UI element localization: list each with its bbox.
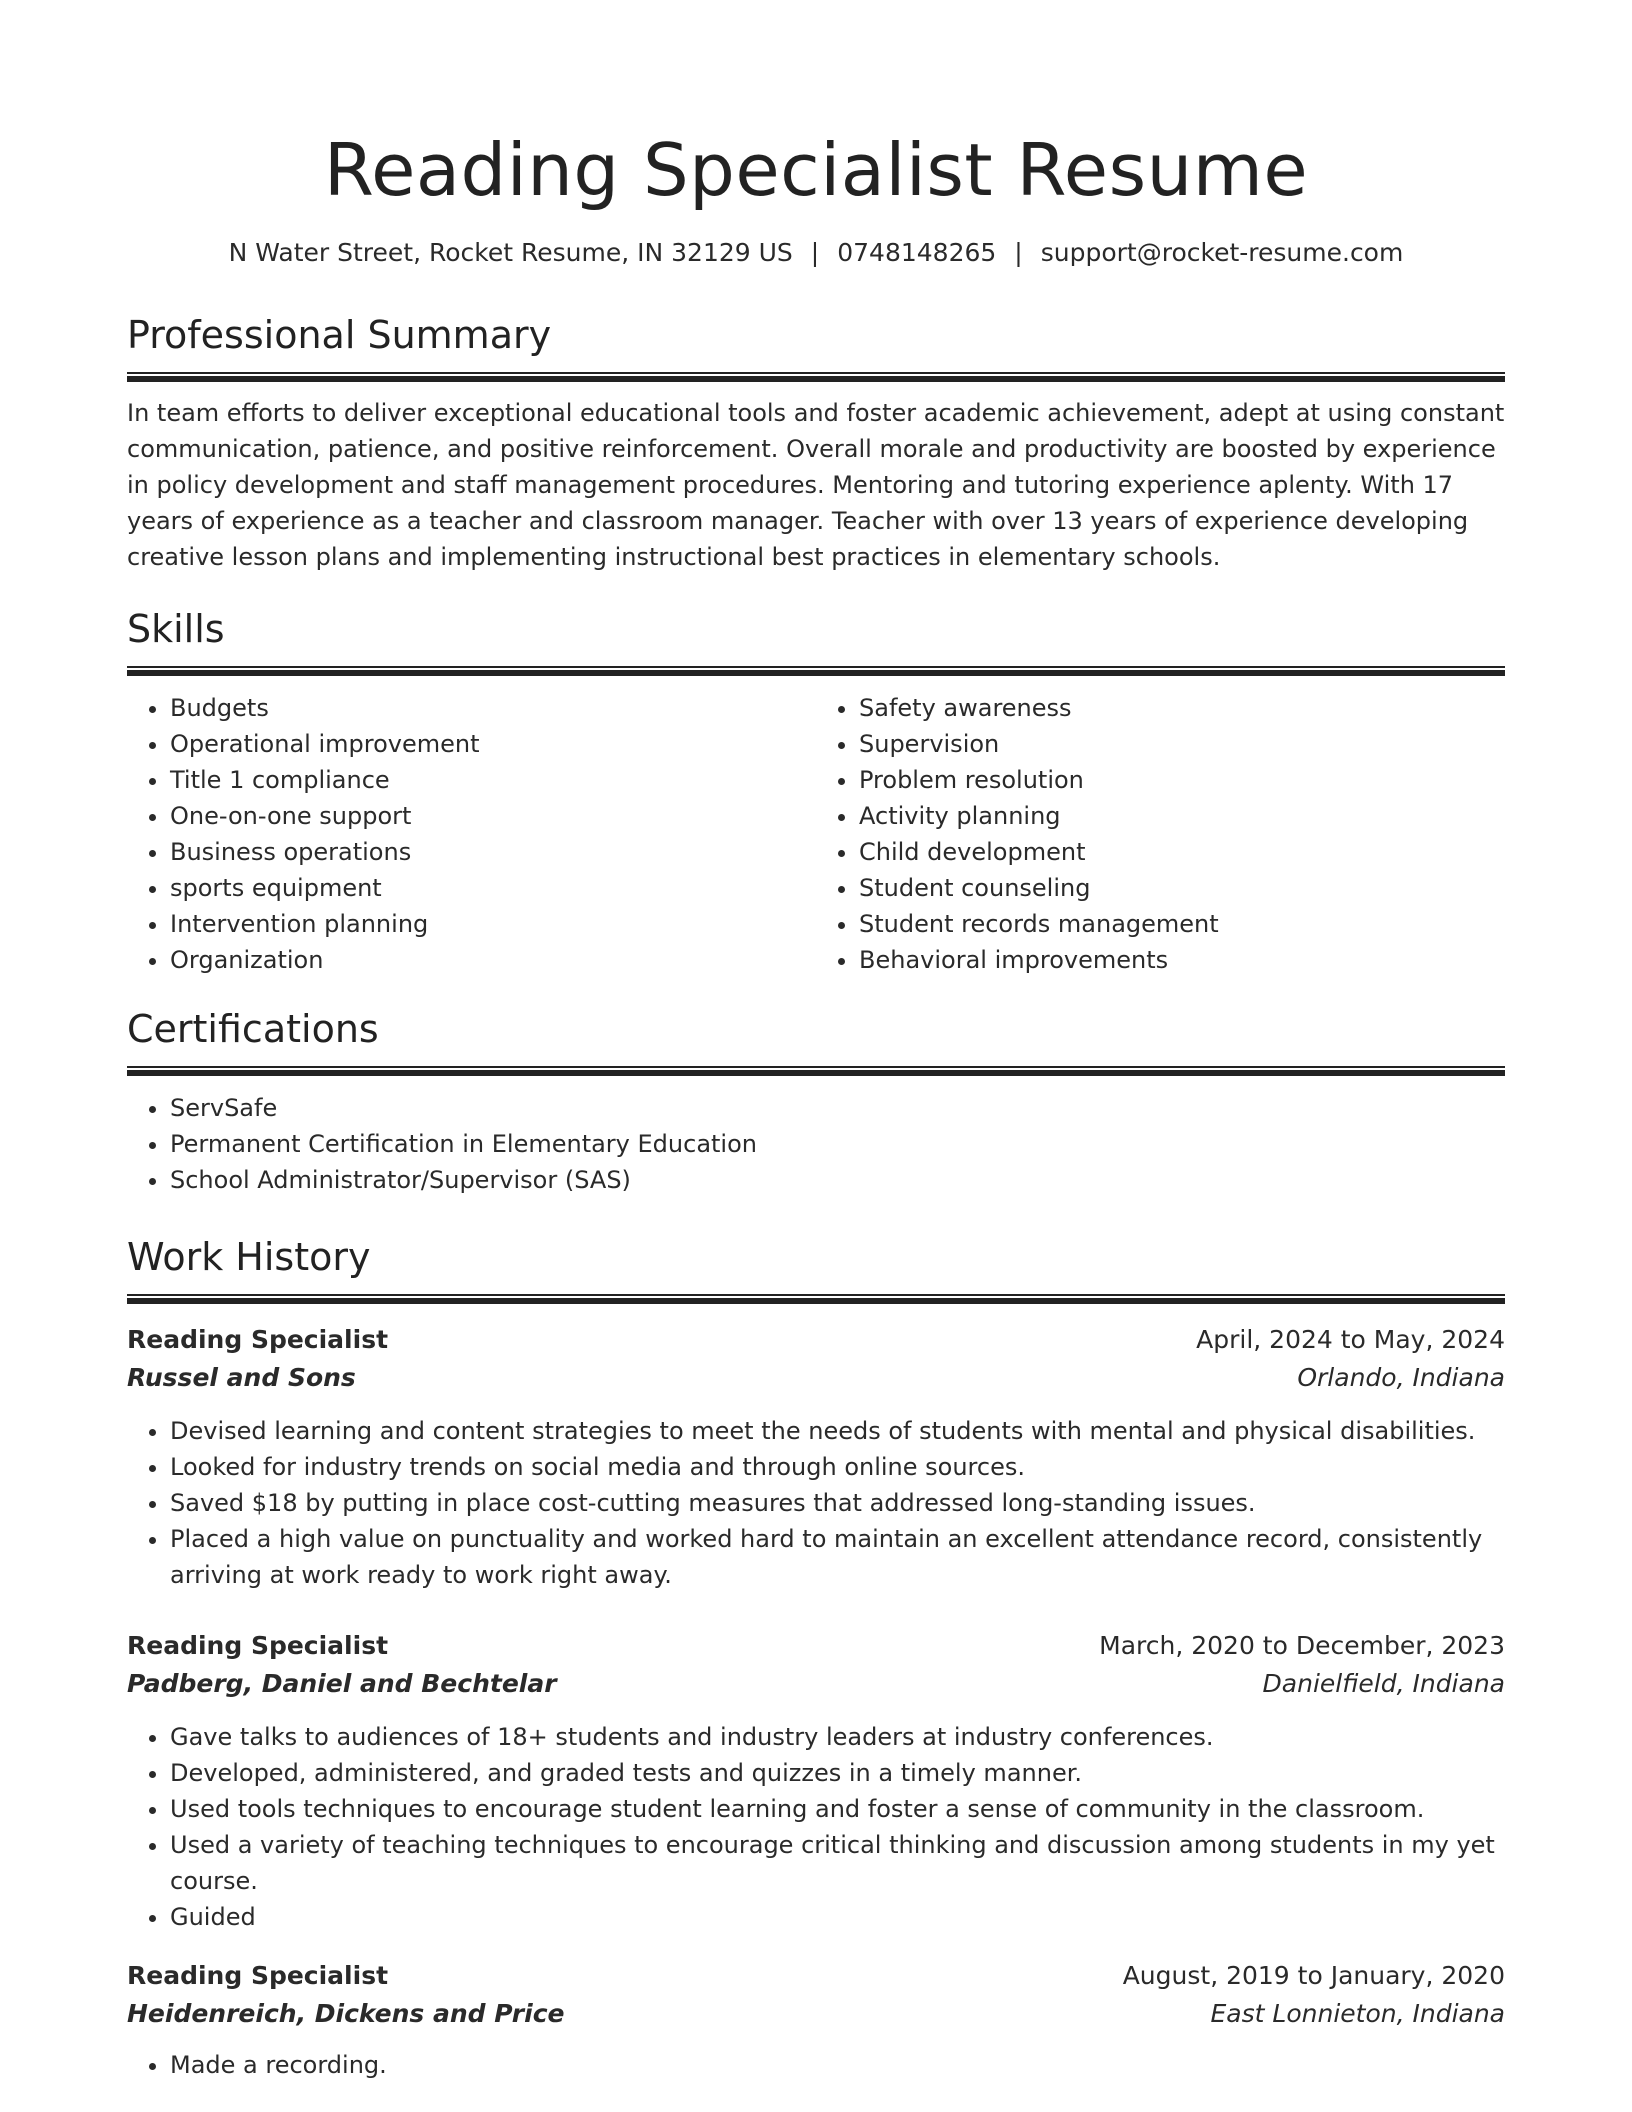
certifications-list <box>127 1090 1505 1198</box>
section-heading-summary: Professional Summary <box>127 313 552 357</box>
certifications-section <box>127 1004 1505 1198</box>
job-bullet: • Used a variety of teaching techniques to encourage critical thinking and discussion among students in my yet course. <box>170 1827 1505 1899</box>
resume-title: Reading Specialist Resume <box>323 128 1309 212</box>
job-title: Reading Specialist <box>127 1961 389 1990</box>
certification-item: • Permanent Certification in Elementary Education <box>170 1126 1505 1162</box>
job-bullet: • Placed a high value on punctuality and worked hard to maintain an excellent attendance record, consistently arriving at work ready to work right away. <box>170 1521 1505 1593</box>
skill-item: • Operational improvement <box>170 726 816 762</box>
job-location: Orlando, Indiana <box>1297 1363 1505 1392</box>
skill-item: • One-on-one support <box>170 798 816 834</box>
job-bullet: • Gave talks to audiences of 18+ students and industry leaders at industry conferences. <box>170 1719 1505 1755</box>
job-bullets <box>127 1719 1505 1935</box>
job-dates: August, 2019 to January, 2020 <box>1122 1961 1505 1990</box>
contact-separator: | <box>1014 238 1023 267</box>
contact-phone: 0748148265 <box>837 238 997 267</box>
job-bullet: • Guided <box>170 1899 1505 1935</box>
certification-item: • School Administrator/Supervisor (SAS) <box>170 1162 1505 1198</box>
skills-section <box>127 604 1505 978</box>
section-heading-work-history: Work History <box>127 1235 371 1279</box>
job-company: Heidenreich, Dickens and Price <box>127 1999 565 2028</box>
skill-item: • Title 1 compliance <box>170 762 816 798</box>
job-header <box>127 1627 1505 1665</box>
skill-item: • Behavioral improvements <box>859 942 1505 978</box>
skill-item: • Problem resolution <box>859 762 1505 798</box>
section-divider <box>127 1294 1505 1304</box>
skill-item: • Intervention planning <box>170 906 816 942</box>
skill-item: • Student counseling <box>859 870 1505 906</box>
skill-item: • Business operations <box>170 834 816 870</box>
skills-list-right <box>816 690 1505 978</box>
job-company: Padberg, Daniel and Bechtelar <box>127 1669 557 1698</box>
job-subheader <box>127 1359 1505 1397</box>
job-header <box>127 1321 1505 1359</box>
job-bullet: • Used tools techniques to encourage student learning and foster a sense of community in the classroom. <box>170 1791 1505 1827</box>
job-bullet: • Devised learning and content strategies to meet the needs of students with mental and physical disabilities. <box>170 1413 1505 1449</box>
work-history-section <box>127 1232 1505 2083</box>
contact-separator: | <box>810 238 820 267</box>
summary-section <box>127 310 1505 575</box>
job-dates: March, 2020 to December, 2023 <box>1099 1631 1505 1660</box>
job-title: Reading Specialist <box>127 1325 389 1354</box>
skill-item: • Activity planning <box>859 798 1505 834</box>
section-heading-certifications: Certifications <box>127 1007 379 1051</box>
summary-text: In team efforts to deliver exceptional educational tools and foster academic achievement, adept at using constant communication, patience, and positive reinforcement. Overall morale and productivity are boosted by experience in policy development and staff management procedures. Mentoring and tutoring experience aplenty. With 17 years of experience as a teacher and classroom manager. Teacher with over 13 years of experience developing creative lesson plans and implementing instructional best practices in elementary schools. <box>127 399 1505 571</box>
job-bullet: • Looked for industry trends on social media and through online sources. <box>170 1449 1505 1485</box>
section-divider <box>127 1066 1505 1076</box>
job-bullet: • Saved $18 by putting in place cost-cutting measures that addressed long-standing issues. <box>170 1485 1505 1521</box>
contact-email: support@rocket-resume.com <box>1040 238 1404 267</box>
job-bullet: • Made a recording. <box>170 2047 1505 2083</box>
skills-list-left <box>127 690 816 978</box>
job-header <box>127 1957 1505 1995</box>
certification-item: • ServSafe <box>170 1090 1505 1126</box>
section-divider <box>127 666 1505 676</box>
job-company: Russel and Sons <box>127 1363 356 1392</box>
contact-address: N Water Street, Rocket Resume, IN 32129 US <box>228 238 793 267</box>
job-entry <box>127 1957 1505 2083</box>
job-location: East Lonnieton, Indiana <box>1210 1999 1505 2028</box>
job-entry <box>127 1321 1505 1593</box>
job-bullets <box>127 1413 1505 1593</box>
skill-item: • Budgets <box>170 690 816 726</box>
job-subheader <box>127 1665 1505 1703</box>
skill-item: • Safety awareness <box>859 690 1505 726</box>
job-location: Danielfield, Indiana <box>1262 1669 1505 1698</box>
skill-item: • Student records management <box>859 906 1505 942</box>
section-divider <box>127 372 1505 382</box>
job-title: Reading Specialist <box>127 1631 389 1660</box>
skill-item: • Child development <box>859 834 1505 870</box>
job-bullet: • Developed, administered, and graded tests and quizzes in a timely manner. <box>170 1755 1505 1791</box>
job-dates: April, 2024 to May, 2024 <box>1196 1325 1505 1354</box>
job-entry <box>127 1627 1505 1935</box>
skills-grid <box>127 690 1505 978</box>
job-subheader <box>127 1995 1505 2033</box>
job-bullets <box>127 2047 1505 2083</box>
section-heading-skills: Skills <box>127 607 225 651</box>
contact-line <box>127 236 1505 270</box>
skill-item: • Supervision <box>859 726 1505 762</box>
skill-item: • Organization <box>170 942 816 978</box>
skill-item: • sports equipment <box>170 870 816 906</box>
